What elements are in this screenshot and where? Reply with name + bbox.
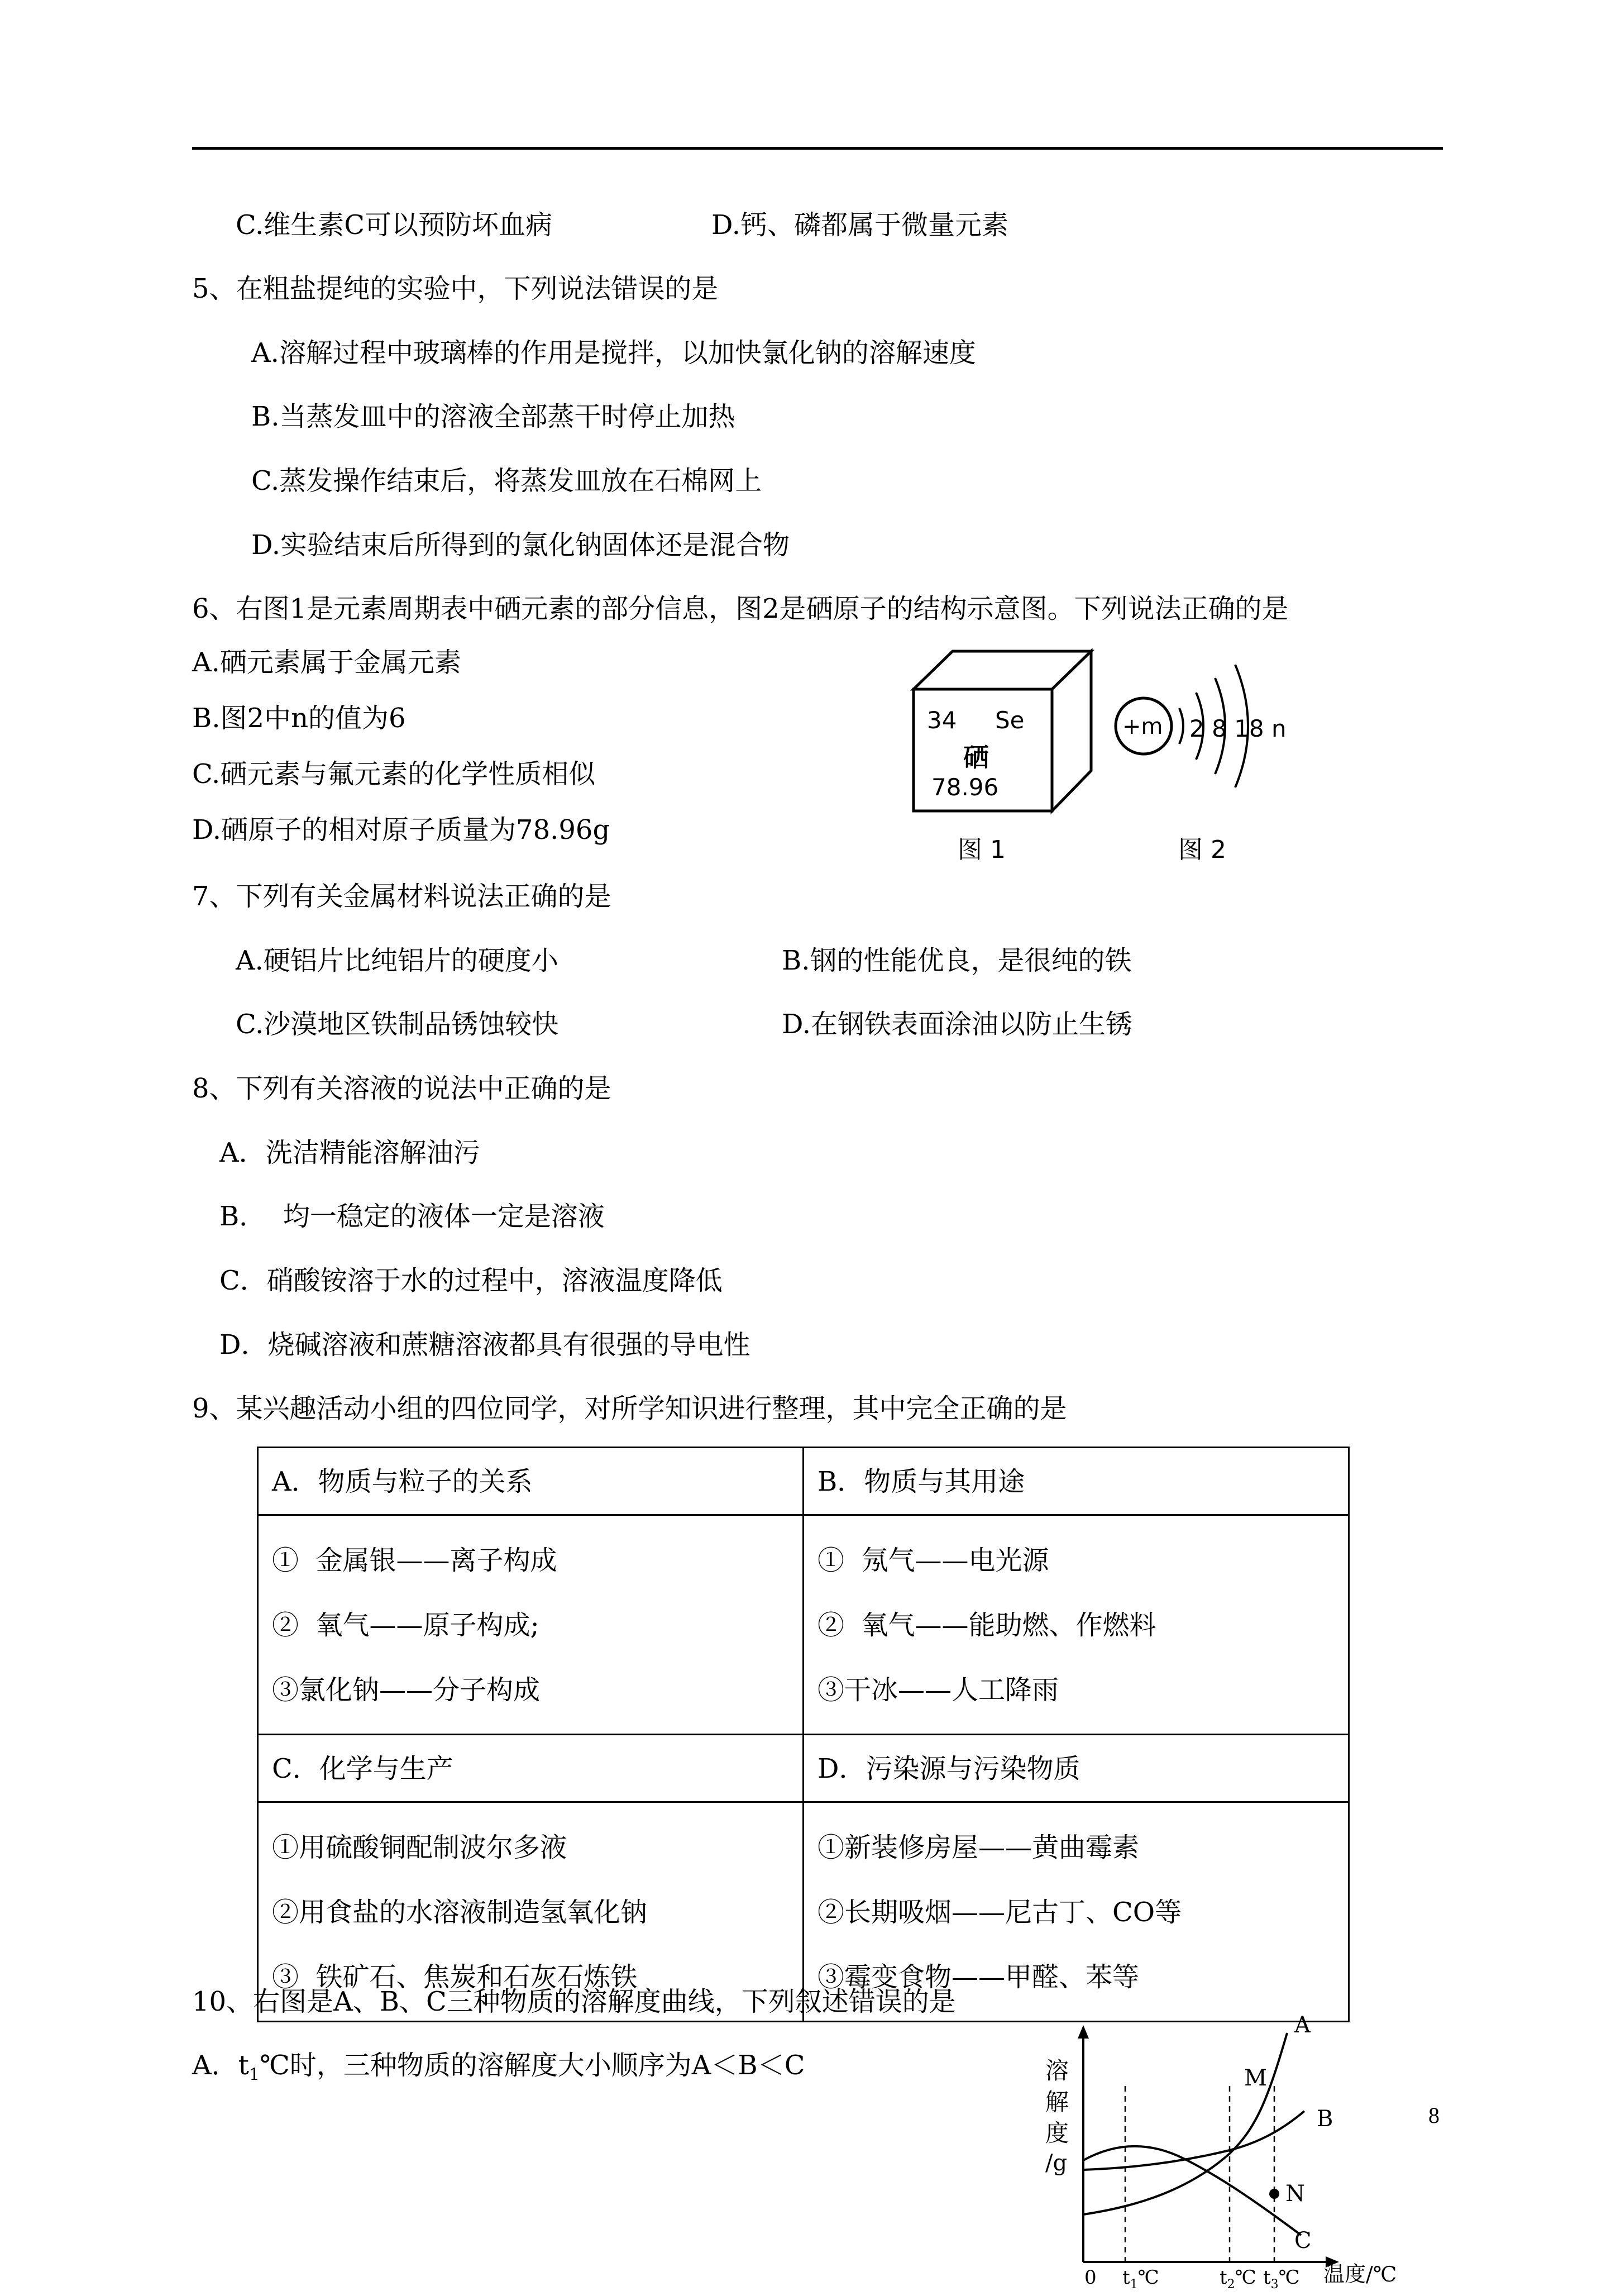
q9-a-item-2: ② 氧气——原子构成; [272,1610,539,1641]
q9-cell-b-head: B．物质与其用途 [804,1448,1349,1515]
tick-t3-unit: ℃ [1278,2266,1300,2289]
graph-origin: 0 [1084,2266,1097,2289]
q9-c-item-1: ①用硫酸铜配制波尔多液 [272,1832,567,1863]
q9-d-item-3: ③霉变食物——甲醛、苯等 [817,1961,1140,1993]
q9-b-item-1: ① 氖气——电光源 [817,1545,1049,1576]
point-n [1269,2189,1279,2199]
q5-option-c: C.蒸发操作结束后，将蒸发皿放在石棉网上 [251,465,762,497]
q9-cell-a-items [258,1515,804,1735]
tick-t1 [1122,2266,1159,2296]
curve-label-a: A [1294,2012,1311,2038]
q6-option-a: A.硒元素属于金属元素 [192,647,461,678]
q9-cell-c-head: C．化学与生产 [258,1735,804,1802]
curve-label-c: C [1294,2228,1312,2254]
q8-option-a: A．洗洁精能溶解油污 [219,1137,480,1168]
graph-ylabel-1: 溶 [1045,2057,1069,2084]
y-axis-arrow [1078,2025,1089,2039]
q9-cell-d-head: D．污染源与污染物质 [804,1735,1349,1802]
graph-ylabel-3: 度 [1045,2120,1069,2147]
q8-stem: 8、下列有关溶液的说法中正确的是 [192,1073,611,1104]
nucleus-charge: +m [1122,714,1163,739]
q5-option-b: B.当蒸发皿中的溶液全部蒸干时停止加热 [251,401,735,432]
curve-label-b: B [1317,2106,1333,2132]
graph-ylabel-4: /g [1045,2150,1068,2176]
tick-t2-unit: ℃ [1235,2266,1256,2289]
q5-stem: 5、在粗盐提纯的实验中，下列说法错误的是 [192,273,719,304]
point-label-n: N [1285,2181,1305,2207]
element-symbol: Se [995,707,1025,734]
q9-c-item-3: ③ 铁矿石、焦炭和石灰石炼铁 [272,1961,638,1993]
q10-stem: 10、右图是A、B、C三种物质的溶解度曲线，下列叙述错误的是 [192,1986,956,2017]
graph-xlabel: 温度/℃ [1323,2262,1397,2287]
tick-t2 [1220,2266,1256,2296]
q6-stem: 6、右图1是元素周期表中硒元素的部分信息，图2是硒原子的结构示意图。下列说法正确的是 [192,593,1289,624]
q9-table [257,1447,1350,2022]
q7-stem: 7、下列有关金属材料说法正确的是 [192,881,611,912]
q10-option-a-text: ℃时，三种物质的溶解度大小顺序为A＜B＜C [260,2050,805,2081]
figure-1-caption: 图 1 [958,836,1006,864]
tick-t3 [1263,2266,1300,2296]
q10-option-a-subscript: 1 [248,2065,260,2085]
tick-t1-unit: ℃ [1137,2266,1159,2289]
q10-option-a-prefix: A．t [192,2050,249,2081]
q7-option-a: A.硬铝片比纯铝片的硬度小 [236,945,558,976]
q9-stem: 9、某兴趣活动小组的四位同学，对所学知识进行整理，其中完全正确的是 [192,1393,1067,1424]
q9-b-item-2: ② 氧气——能助燃、作燃料 [817,1610,1156,1641]
q4-option-c: C.维生素C可以预防坏血病 [236,209,553,241]
solubility-curve-graph [1039,2022,1407,2287]
q5-option-d: D.实验结束后所得到的氯化钠固体还是混合物 [251,529,790,561]
q6-option-d: D.硒原子的相对原子质量为78.96g [192,814,610,846]
element-atomic-number: 34 [927,707,957,734]
q7-option-b: B.钢的性能优良，是很纯的铁 [782,945,1132,976]
q9-cell-a-head: A．物质与粒子的关系 [258,1448,804,1515]
header-rule [192,147,1443,150]
q7-option-d: D.在钢铁表面涂油以防止生锈 [782,1009,1133,1040]
tick-t3-letter: t [1263,2266,1271,2289]
q5-option-a: A.溶解过程中玻璃棒的作用是搅拌，以加快氯化钠的溶解速度 [251,337,976,369]
q9-c-item-2: ②用食盐的水溶液制造氢氧化钠 [272,1897,648,1928]
figure-2-caption: 图 2 [1178,836,1226,864]
tick-t2-sub: 2 [1227,2277,1235,2292]
tick-t1-letter: t [1122,2266,1130,2289]
tick-t1-sub: 1 [1130,2277,1138,2292]
q9-cell-b-items [804,1515,1349,1735]
curve-c [1083,2146,1301,2235]
electron-shells: 2 8 18 n [1189,715,1287,742]
tick-t3-sub: 3 [1270,2277,1279,2292]
q8-option-d: D．烧碱溶液和蔗糖溶液都具有很强的导电性 [219,1329,750,1361]
q9-d-item-2: ②长期吸烟——尼古丁、CO等 [817,1897,1182,1928]
q9-b-item-3: ③干冰——人工降雨 [817,1674,1059,1706]
q4-option-d: D.钙、磷都属于微量元素 [711,209,1009,241]
tick-t2-letter: t [1220,2266,1227,2289]
q8-option-c: C．硝酸铵溶于水的过程中，溶液温度降低 [219,1265,723,1296]
q6-option-b: B.图2中n的值为6 [192,703,406,734]
q9-a-item-1: ① 金属银——离子构成 [272,1545,557,1576]
point-label-m: M [1244,2065,1267,2091]
q9-d-item-1: ①新装修房屋——黄曲霉素 [817,1832,1140,1863]
element-name: 硒 [963,742,989,772]
element-atomic-mass: 78.96 [931,774,999,801]
q10-option-a [192,2050,805,2091]
q9-a-item-3: ③氯化钠——分子构成 [272,1674,541,1706]
q6-option-c: C.硒元素与氟元素的化学性质相似 [192,758,596,790]
graph-ylabel-2: 解 [1045,2088,1069,2116]
q8-option-b: B． 均一稳定的液体一定是溶液 [219,1201,605,1232]
page-number: 8 [1428,2103,1440,2128]
curve-b [1083,2111,1304,2170]
q7-option-c: C.沙漠地区铁制品锈蚀较快 [236,1009,559,1040]
curve-a [1083,2033,1287,2214]
